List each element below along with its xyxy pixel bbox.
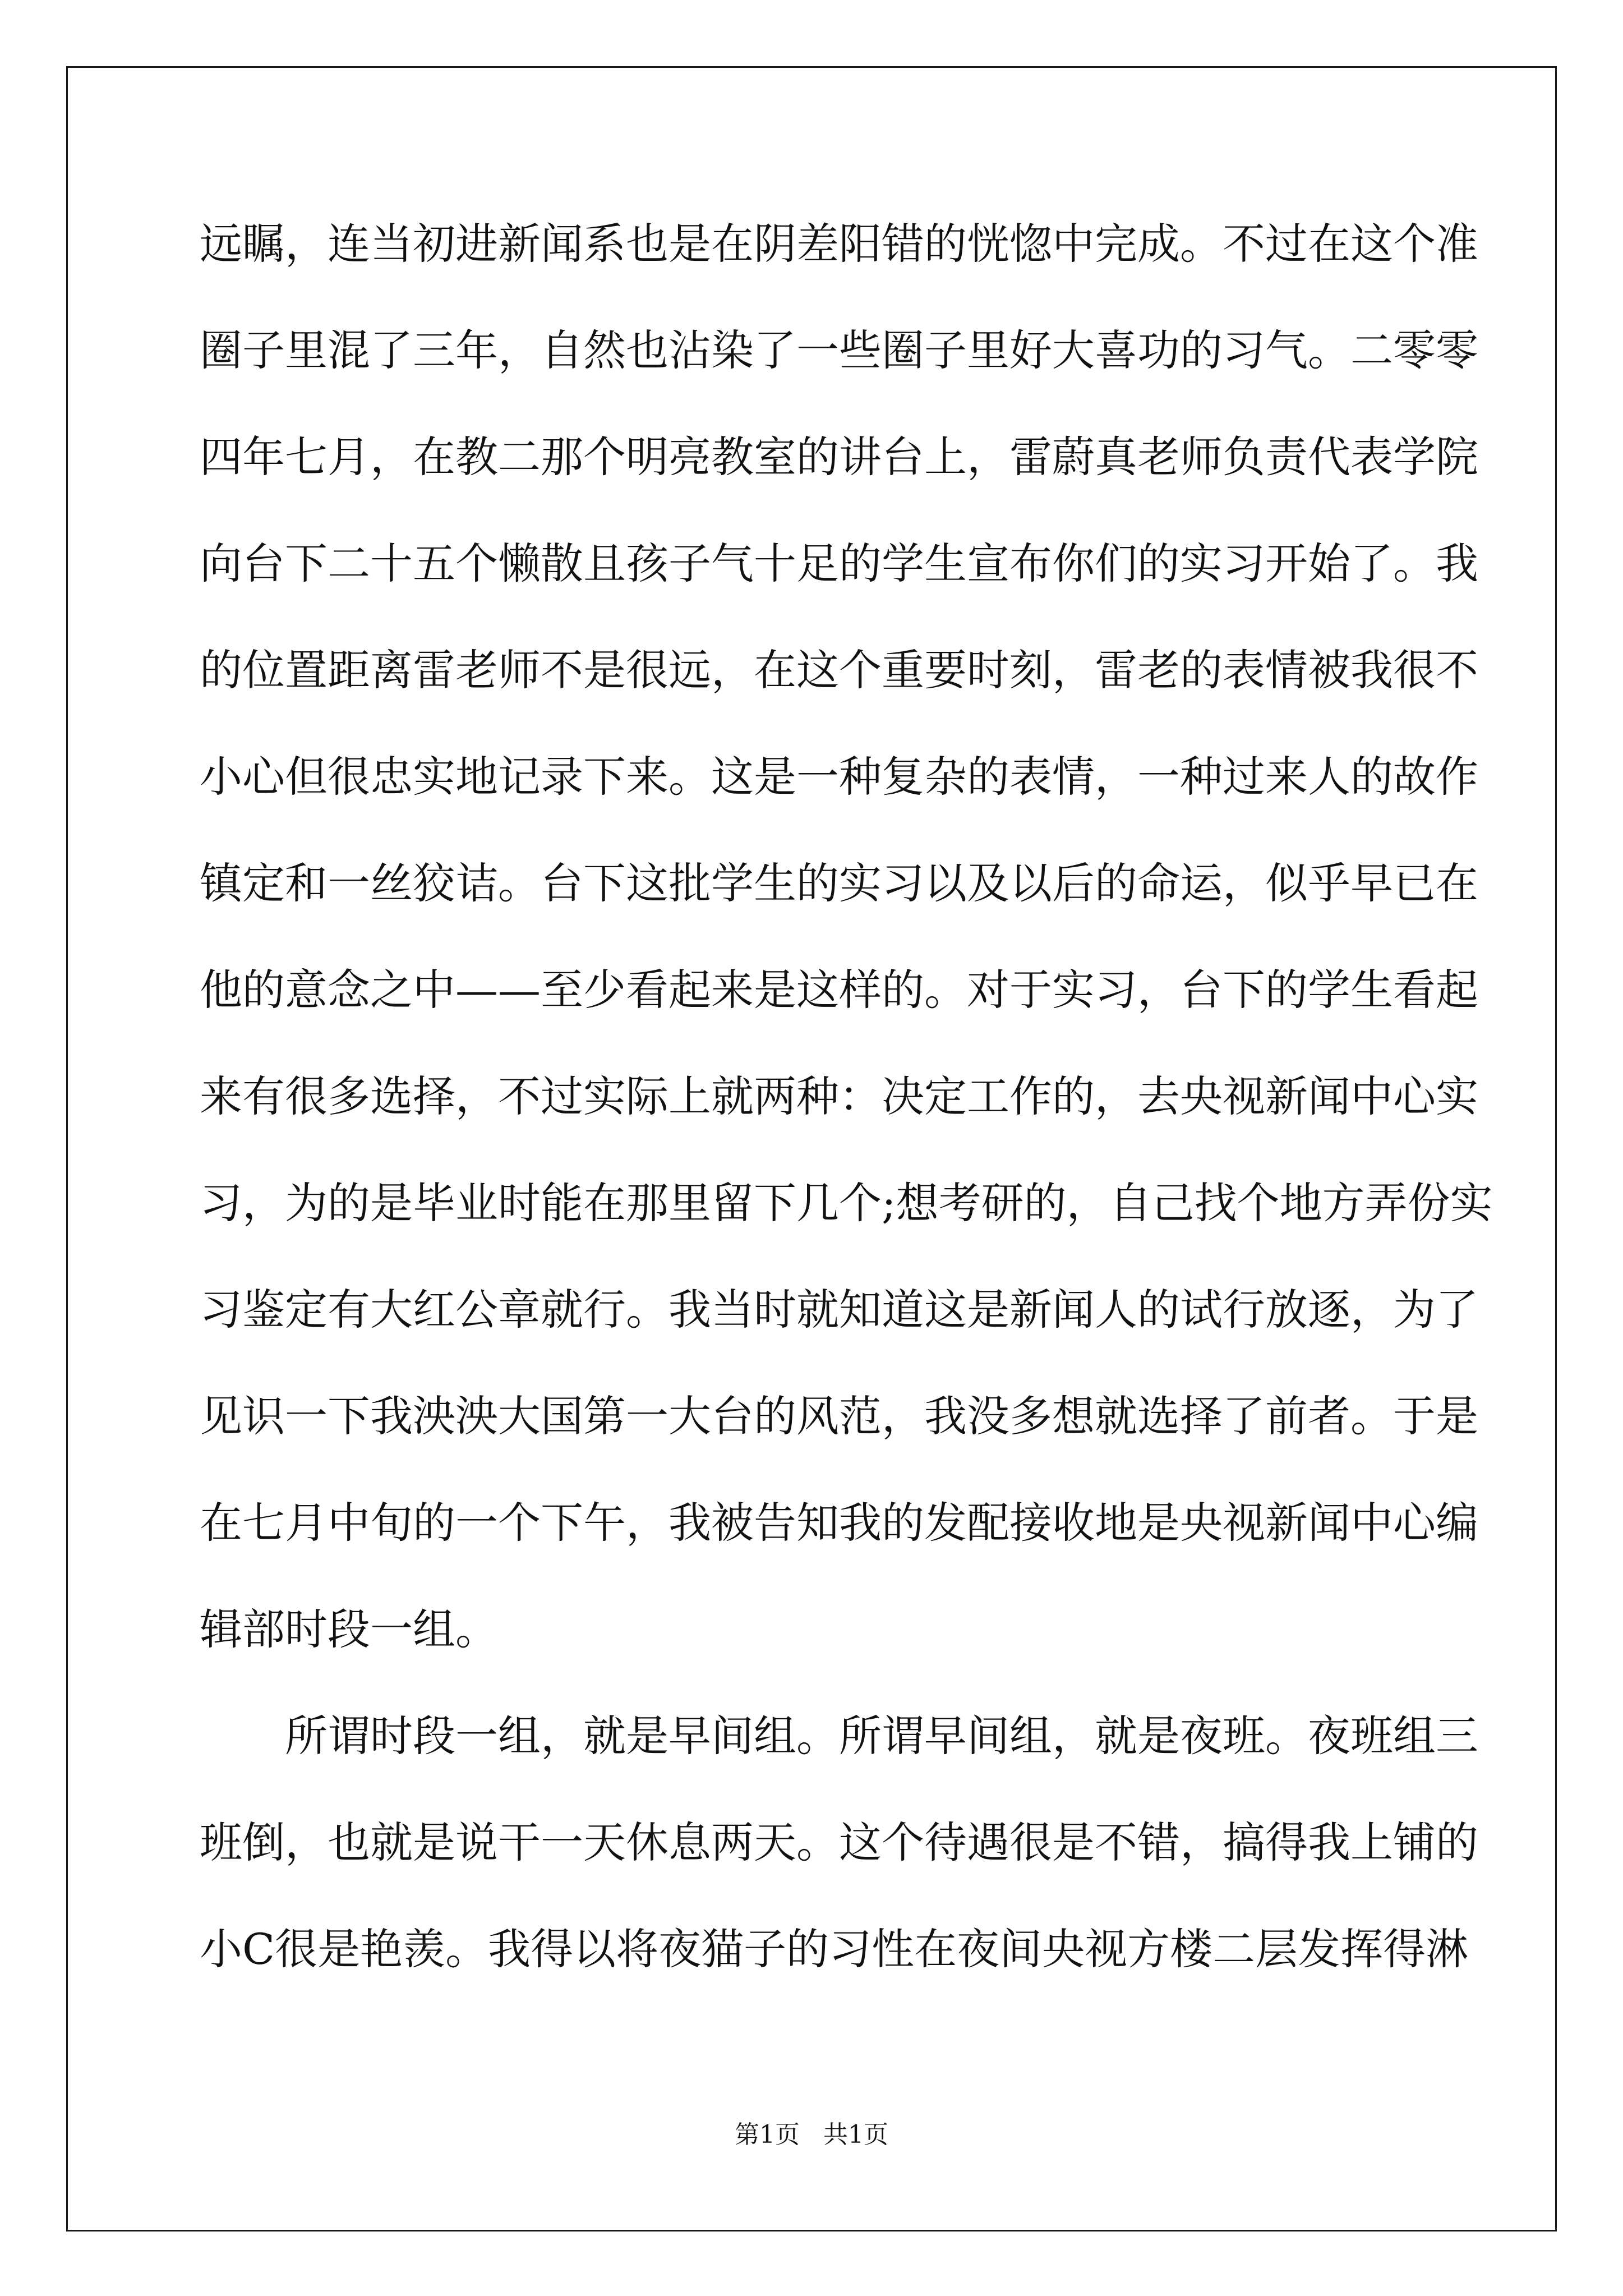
text-line: 远瞩，连当初进新闻系也是在阴差阳错的恍惚中完成。不过在这个准 (200, 219, 1478, 269)
text-line: 来有很多选择，不过实际上就两种：决定工作的，去央视新闻中心实 (200, 1071, 1478, 1121)
text-line: 四年七月，在教二那个明亮教室的讲台上，雷蔚真老师负责代表学院 (200, 432, 1478, 482)
document-body (200, 213, 1493, 2025)
page-number-footer: 第1页 共1页 (735, 2120, 888, 2149)
text-line: 小心但很忠实地记录下来。这是一种复杂的表情，一种过来人的故作 (200, 752, 1478, 802)
text-line: 向台下二十五个懒散且孩子气十足的学生宣布你们的实习开始了。我 (200, 539, 1478, 588)
text-line: 见识一下我泱泱大国第一大台的风范，我没多想就选择了前者。于是 (200, 1391, 1478, 1441)
text-line: 在七月中旬的一个下午，我被告知我的发配接收地是央视新闻中心编 (200, 1498, 1478, 1548)
text-line: 习鉴定有大红公章就行。我当时就知道这是新闻人的试行放逐，为了 (200, 1285, 1478, 1335)
text-line: 他的意念之中——至少看起来是这样的。对于实习，台下的学生看起 (200, 965, 1478, 1015)
text-line: 班倒，也就是说干一天休息两天。这个待遇很是不错，搞得我上铺的 (200, 1818, 1478, 1867)
text-line: 镇定和一丝狡诘。台下这批学生的实习以及以后的命运，似乎早已在 (200, 858, 1478, 908)
text-line: 习，为的是毕业时能在那里留下几个;想考研的，自己找个地方弄份实 (200, 1178, 1493, 1228)
paragraph-first-line: 所谓时段一组，就是早间组。所谓早间组，就是夜班。夜班组三 (285, 1711, 1478, 1761)
text-line: 小C很是艳羡。我得以将夜猫子的习性在夜间央视方楼二层发挥得淋 (200, 1924, 1469, 1974)
text-line: 辑部时段一组。 (200, 1604, 498, 1654)
text-line: 的位置距离雷老师不是很远，在这个重要时刻，雷老的表情被我很不 (200, 645, 1478, 695)
text-line: 圈子里混了三年，自然也沾染了一些圈子里好大喜功的习气。二零零 (200, 325, 1478, 375)
